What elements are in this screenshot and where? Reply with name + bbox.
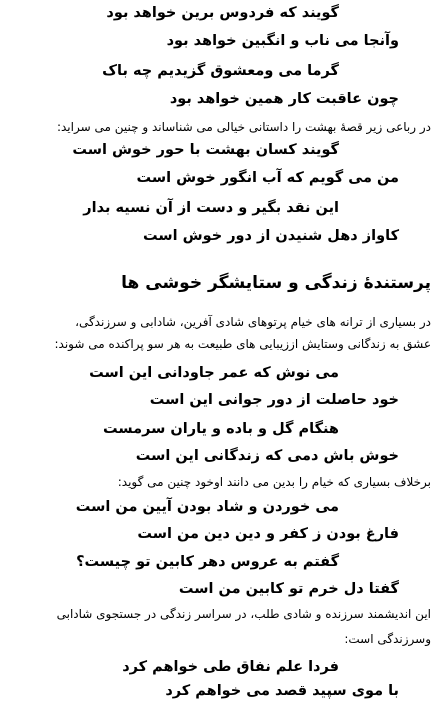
verse-line: خوش باش دمی که زندگانی این است bbox=[135, 448, 399, 464]
verse-line: هنگام گل و باده و یاران سرمست bbox=[102, 421, 339, 437]
verse-line: گویند کسان بهشت با حور خوش است bbox=[72, 142, 339, 158]
prose-line: این اندیشمند سرزنده و شادی طلب، در سراسر زندگی در جستجوی شادابی bbox=[56, 607, 431, 621]
verse-line: گفتم به عروس دهر کابین تو چیست؟ bbox=[76, 554, 339, 570]
prose-line: در رباعی زیر قصهٔ بهشت را داستانی خیالی می شناساند و چنین می سراید: bbox=[56, 120, 431, 134]
section-heading: پرستندهٔ زندگی و ستایشگر خوشی ها bbox=[121, 273, 431, 293]
verse-line: با موی سپید قصد می خواهم کرد bbox=[165, 683, 399, 699]
verse-line: این نقد بگیر و دست از آن نسیه بدار bbox=[83, 200, 339, 216]
prose-line: وسرزندگی است: bbox=[344, 632, 431, 646]
verse-line: گویند که فردوس برین خواهد بود bbox=[106, 5, 339, 21]
verse-line: وآنجا می ناب و انگبین خواهد بود bbox=[166, 33, 399, 49]
verse-line: کاواز دهل شنیدن از دور خوش است bbox=[142, 228, 399, 244]
verse-line: خود حاصلت از دور جوانی این است bbox=[149, 392, 399, 408]
prose-line: برخلاف بسیاری که خیام را بدین می دانند اوخود چنین می گوید: bbox=[117, 475, 431, 489]
verse-line: می نوش که عمر جاودانی این است bbox=[89, 365, 339, 381]
prose-line: در بسیاری از ترانه های خیام پرتوهای شادی آفرین، شادابی و سرزندگی، bbox=[75, 315, 431, 329]
verse-line: چون عاقبت کار همین خواهد بود bbox=[169, 91, 399, 107]
verse-line: می خوردن و شاد بودن آیین من است bbox=[75, 499, 339, 515]
verse-line: من می گویم که آب انگور خوش است bbox=[136, 170, 399, 186]
verse-line: فارغ بودن ز کفر و دین دین من است bbox=[137, 526, 399, 542]
verse-line: گرما می ومعشوق گزیدیم چه باک bbox=[102, 63, 339, 79]
verse-line: فردا علم نفاق طی خواهم کرد bbox=[122, 659, 339, 675]
prose-line: عشق به زندگانی وستایش اززیبایی های طبیعت به هر سو پراکنده می شوند: bbox=[54, 337, 431, 351]
verse-line: گفتا دل خرم تو کابین من است bbox=[178, 581, 399, 597]
